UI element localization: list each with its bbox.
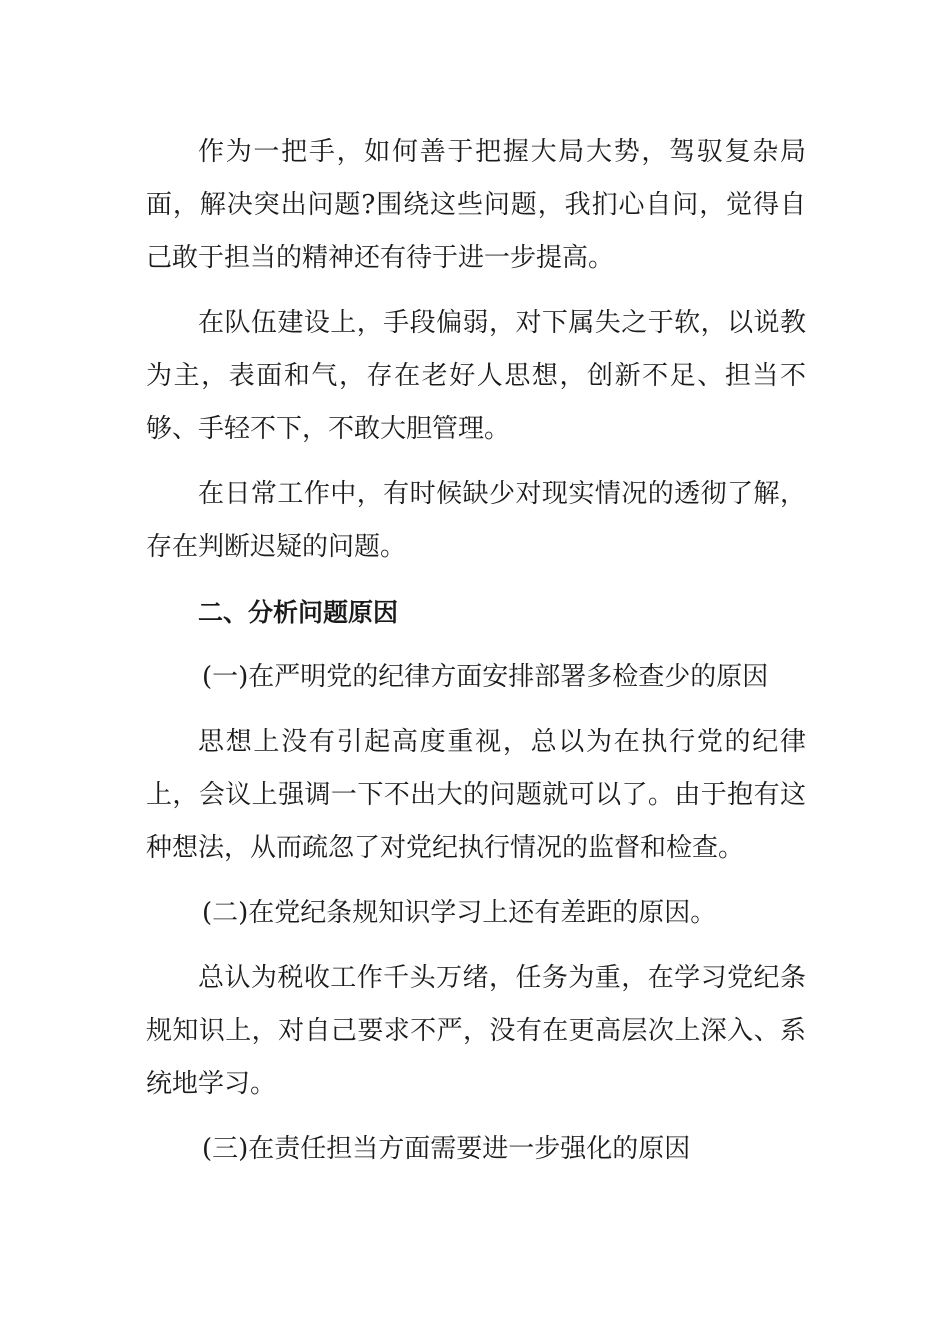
subheading-accountability: (三)在责任担当方面需要进一步强化的原因 [202,1134,691,1164]
paragraph-study-cause: 总认为税收工作千头万绪，任务为重，在学习党纪条规知识上，对自己要求不严，没有在更高层次上深入、系统地学习。 [146,963,806,1099]
paragraph-responsibility: 作为一把手，如何善于把握大局大势，驾驭复杂局面，解决突出问题?围绕这些问题，我扪心自问，觉得自己敢于担当的精神还有待于进一步提高。 [146,137,806,273]
document-page [146,126,806,1188]
paragraph-discipline-cause: 思想上没有引起高度重视，总以为在执行党的纪律上，会议上强调一下不出大的问题就可以了。由于抱有这种想法，从而疏忽了对党纪执行情况的监督和检查。 [146,727,806,863]
subheading-discipline: (一)在严明党的纪律方面安排部署多检查少的原因 [202,662,769,692]
paragraph-team-building: 在队伍建设上，手段偏弱，对下属失之于软，以说教为主，表面和气，存在老好人思想，创新不足、担当不够、手轻不下，不敢大胆管理。 [146,308,806,444]
section-heading-cause-analysis: 二、分析问题原因 [198,598,399,627]
paragraph-daily-work: 在日常工作中，有时候缺少对现实情况的透彻了解，存在判断迟疑的问题。 [146,479,806,562]
subheading-study-gap: (二)在党纪条规知识学习上还有差距的原因。 [202,898,717,928]
